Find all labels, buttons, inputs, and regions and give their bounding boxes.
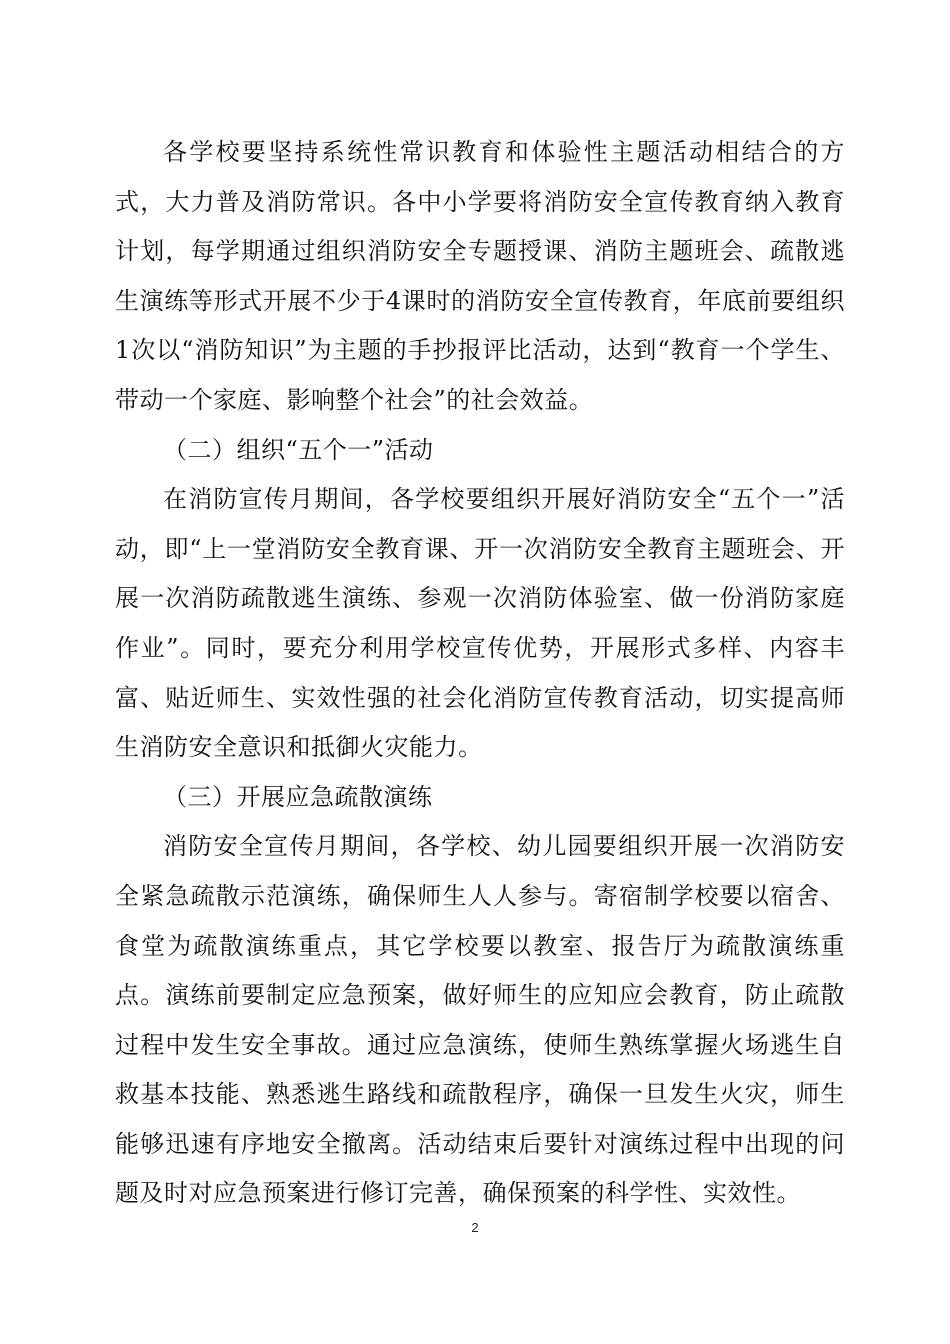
section-heading-evacuation-drill: （三）开展应急疏散演练 [163, 782, 433, 811]
paragraph-education-methods: 各学校要坚持系统性常识教育和体验性主题活动相结合的方式，大力普及消防常识。各中小学要将消防安全宣传教育纳入教育计划，每学期通过组织消防安全专题授课、消防主题班会、疏散逃生演练等形式开展不少于4课时的消防安全宣传教育，年底前要组织1次以“消防知识”为主题的手抄报评比活动，达到“教育一个学生、带动一个家庭、影响整个社会”的社会效益。 [115, 138, 845, 414]
document-body [115, 128, 845, 1219]
paragraph-evacuation-drill: 消防安全宣传月期间，各学校、幼儿园要组织开展一次消防安全紧急疏散示范演练，确保师生人人参与。寄宿制学校要以宿舍、食堂为疏散演练重点，其它学校要以教室、报告厅为疏散演练重点。演练前要制定应急预案，做好师生的应知应会教育，防止疏散过程中发生安全事故。通过应急演练，使师生熟练掌握火场逃生自救基本技能、熟悉逃生路线和疏散程序，确保一旦发生火灾，师生能够迅速有序地安全撤离。活动结束后要针对演练过程中出现的问题及时对应急预案进行修订完善，确保预案的科学性、实效性。 [115, 832, 845, 1208]
page-number: 2 [471, 1220, 479, 1235]
paragraph-five-ones-activity: 在消防宣传月期间，各学校要组织开展好消防安全“五个一”活动，即“上一堂消防安全教育课、开一次消防安全教育主题班会、开展一次消防疏散逃生演练、参观一次消防体验室、做一份消防家庭作业”。同时，要充分利用学校宣传优势，开展形式多样、内容丰富、贴近师生、实效性强的社会化消防宣传教育活动，切实提高师生消防安全意识和抵御火灾能力。 [115, 485, 845, 762]
section-heading-five-ones: （二）组织“五个一”活动 [163, 435, 434, 464]
